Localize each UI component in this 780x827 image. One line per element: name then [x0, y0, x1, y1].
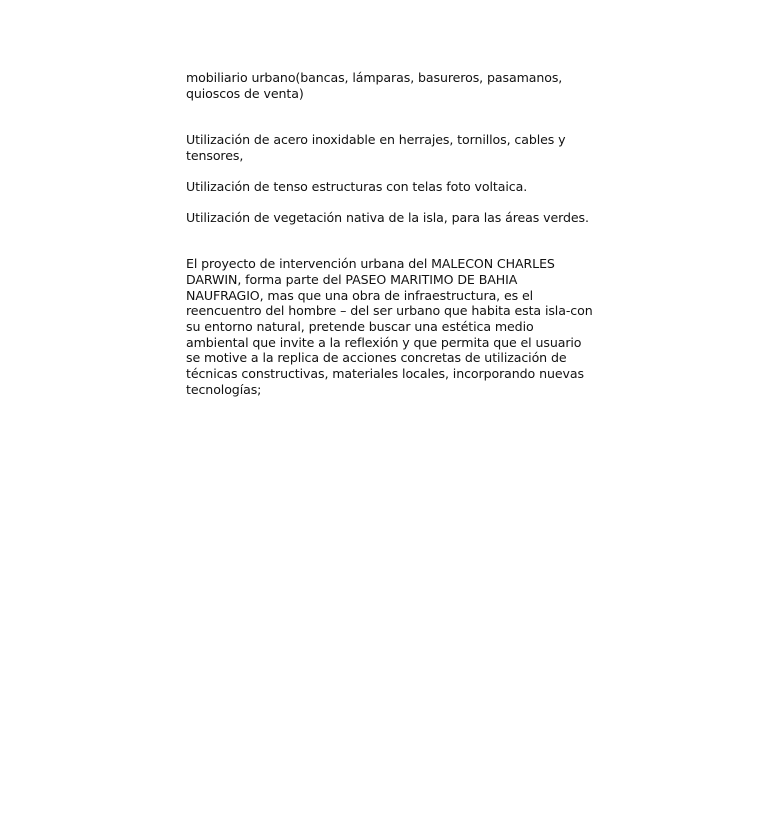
document-page — [186, 70, 596, 398]
paragraph-project-description: El proyecto de intervención urbana del MALECON CHARLES DARWIN, forma parte del PASEO MARITIMO DE BAHIA NAUFRAGIO, mas que una obra de infraestructura, es el reencuentro del hombre – del ser urbano que habita esta isla-con su entorno natural, pretende buscar una estética medio ambiental que invite a la reflexión y que permita que el usuario se motive a la replica de acciones concretas de utilización de técnicas constructivas, materiales locales, incorporando nuevas tecnologías; — [186, 256, 593, 397]
paragraph-stainless-steel: Utilización de acero inoxidable en herrajes, tornillos, cables y tensores, — [186, 132, 566, 164]
paragraph-tensile-structures: Utilización de tenso estructuras con telas foto voltaica. — [186, 178, 528, 194]
paragraph-urban-furniture: mobiliario urbano(bancas, lámparas, basureros, pasamanos, quioscos de venta) — [186, 70, 563, 101]
paragraph-native-vegetation: Utilización de vegetación nativa de la isla, para las áreas verdes. — [186, 209, 589, 225]
